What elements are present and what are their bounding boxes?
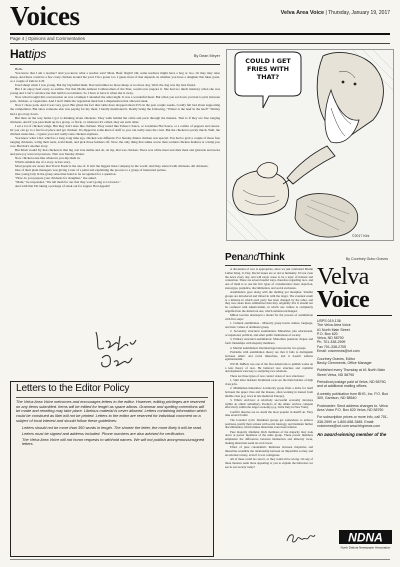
letters-rules-list	[16, 426, 208, 448]
signature-scribble-icon	[86, 324, 146, 374]
article-paragraph: You know what I did, which is a long, long time ago, chicken was different. For Sunday dinner chicken was special. You had to grab a couple of those free ranging chickens, wring their neck, scald them, and pick those feathers off. Now, the only thing that stinks worse than scalded chicken feathers is a lump jaw cow. But that's another story.	[10, 135, 220, 148]
brand-line2: Voice	[317, 287, 370, 313]
article-paragraph: Used sheep when I was young. But my big killed them. Dad said either no more sheep or no more dog. Well, the dog was my best friend.	[15, 83, 196, 88]
address-block	[317, 319, 392, 353]
article-paragraph: Problems with assimilation theory are that it fails to distinguish between ethnic and racial minorities, and it doesn't address egalitarianism.	[225, 349, 313, 362]
pen-title-light: Think	[258, 252, 285, 263]
brand-line1: Velva	[317, 266, 369, 290]
article-paragraph: Which reminds me of a story. A true story.	[15, 160, 71, 165]
address-line: USPS 019-136	[317, 319, 341, 323]
article-paragraph: Most people are aware that Travis Feeds is the one of. It isn't the biggest meat company in the world. And they started with chickens. All chickens.	[15, 164, 209, 169]
publication-info: A weekly publication from BHG, Inc. P.O. Box 309, Garrison, ND 58540	[317, 391, 389, 401]
letters-rule-item: • The Velva Area Voice will not honor requests to withhold names. We will not publish anonymous/unsigned letters.	[22, 438, 208, 447]
article-paragraph: "Mam," he responded, "We tell them for our that they won't going to Colorado."	[15, 180, 121, 185]
letters-rule-item: • Letters must be signed and address included. Phone numbers are also advised for verification.	[22, 432, 208, 437]
brand-rule	[317, 315, 392, 316]
award-text: An award-winning member of the	[317, 431, 387, 437]
article-paragraph: A discussion of race is appropriate, since we just celebrated Martin Luther King, Jr. Day. Racial issues are as old as humanity. It's not even the news every day, and will never cease to be a topic of interest and contention. There are several useful ways. therefore regarding race, and one of them is to use the five types of consideration: mere objection, stereotype, prejudice, discrimination, and social exclusion.	[225, 268, 313, 290]
cartoon-credit: ©2017 Kirk	[352, 234, 370, 238]
article-paragraph: 1. Split labor markets: Dominant races are the main holders of high class jobs.	[225, 377, 313, 386]
article-paragraph: Pure majority dilemma: Rich members of the majority may look down at poorer members of the same group. These poorer members emphasize the differences between themselves and minority races, making minorities seem an even lower.	[225, 429, 313, 445]
breadcrumb-rule	[10, 43, 390, 44]
pen-title-bold: Pen	[225, 252, 243, 263]
article-paragraph: There are three types of race contact states of race structures:	[230, 373, 305, 378]
paper-name: Velva	[280, 10, 295, 16]
article-paragraph: Now chicken taste like whatever you dip them in.	[15, 156, 81, 161]
editorial-cartoon	[226, 49, 394, 241]
address-line: P.O. Box 620	[317, 331, 338, 336]
masthead-rule	[10, 33, 390, 35]
article-paragraph: 3. Primary structural assimilation: Minorities penetrate cliques and form friendships with majority members.	[225, 337, 313, 346]
hattips-heading	[10, 47, 46, 61]
paper-date-line: Velva Area Voice | Thursday, January 19, 2017	[280, 10, 390, 16]
hattips-title-light: tips	[28, 47, 46, 61]
subscription-info: For subscription prices or more info, call 701-338-2599 or 1-800-658-3485. Email: voicenews@srt.com www.bhgnews.com	[317, 415, 388, 429]
address-line: Fax 701-338-2705	[317, 344, 346, 349]
pen-rule	[225, 265, 311, 266]
velva-voice-sidebar	[317, 266, 392, 548]
letters-rule-item: • Letters should not be more than 350 words in length. The shorter the letter, the more likely it will be read.	[22, 426, 208, 431]
letters-policy-heading: Letters to the Editor Policy	[16, 383, 130, 394]
article-paragraph: 2. Middleman minorities: A minority group finds a niche for itself between the upper class and the masses, often working in trusted from middle class (e.g. Jews in late medieval Europe).	[225, 386, 313, 398]
logo-text: NDNA	[348, 530, 383, 545]
signature-scribble-icon	[285, 529, 317, 547]
page-bottom-rule	[10, 559, 390, 560]
address-line: Ph. 701-338-2599	[317, 340, 346, 345]
staff-block	[317, 357, 392, 366]
hattips-rule	[10, 64, 220, 65]
pen-and-think-heading	[225, 252, 285, 263]
staff-line: Courtney Graves, Editor	[317, 356, 356, 361]
article-paragraph: "How do you prepare your chickens for slaughter," she asked.	[15, 176, 97, 181]
letters-rule	[16, 397, 208, 398]
address-line: Email: voicenews@srt.com	[317, 349, 360, 354]
article-paragraph: And with that I'm taking a package of steak out for supper. Bon Appetit!	[15, 184, 111, 189]
article-paragraph: All of these could be correct, or they could all be wrong. On any of these theories seem more appealing to you to explain the behaviors we see in our society today?	[225, 457, 313, 469]
dean-signature	[86, 324, 146, 374]
staff-line: Becky Clemments, Office Manager	[317, 360, 372, 365]
hattips-title-bold: Hat	[10, 47, 29, 61]
ndna-logo-icon	[339, 528, 392, 550]
article-paragraph: But Mom would fry that chicken in that big cast iron skillet and oh, oh my, that was chicken. There was white meat and dark meat and gizzards and necks and pure joy were led potatoes. That was Sunday dinner.	[10, 147, 220, 156]
article-paragraph: W.E.B. DuBois was one of the first Americans to publish works on a lens theory of race. He believed race structure and capitalist developments were key to analyzing race relations.	[225, 361, 313, 374]
article-paragraph: You know that I am a teacher? And you know what a teacher eats? Meat. Beef. Right? Oh, some teachers might have a hog or two. Or they may raise sheep. And there could be a few crazy chicken around the yard. I'm a goner too. I guess most of that depends on whether you have a daughter that likes goats, or a couple of kids in 4-H.	[10, 71, 220, 84]
page-breadcrumb: Page 4 | Opinions and Commentaries	[10, 36, 85, 41]
article-paragraph: Milton Gordon developed a model for the process of assimilation with five steps:	[225, 313, 313, 321]
publish-info: Published every Thursday at #1 North Main Street Velva, ND 58790	[317, 368, 386, 377]
section-title: Voices	[10, 1, 80, 31]
article-paragraph: 1. Cultural assimilation - Minority group learns culture, language, and basic values of dominant group.	[225, 321, 313, 330]
article-paragraph: But then on the way home I got to thinking about chickens. They walk behind the cattle and peck through the manure. That is if they are free ranging chickens. And if you pass them up in a group, or flock, or whatever it's called, they eat each other.	[10, 115, 220, 124]
ndna-logo	[339, 528, 392, 550]
article-paragraph: Effect of pure colonialism: Relations between majorities and minorities resemble the relationship between an imperialist society and an external colony, even if it was contiguous.	[225, 445, 313, 457]
postmaster-info: Postmaster: Send address changes to: Velva Area Voice P.O. Box 620 Velva, ND 58790	[317, 403, 388, 412]
article-paragraph: 2. Secondary structural assimilation: Minorities join educational, occupational, political, and other public institutions of society.	[225, 329, 313, 338]
courtney-signature	[285, 529, 317, 547]
pen-byline: By Courtney Gubo Graves	[345, 257, 388, 261]
pen-article-body	[225, 268, 313, 550]
pen-title-mid: and	[242, 252, 259, 263]
article-paragraph: I eat a lot of chicken wings. But they don't taste like chicken. They tasted like Tabasco Sauce, or Louisiana Hot Sauce, or a combo of peppers and sauces. Or you can go to a fast food place and get chicken. It's dipped in some kind of stuff so you can really taste the crust. But the chicken is pretty much, Well, the chicken tastes like... I guess you can't really taste chicken anymore.	[10, 123, 220, 136]
article-paragraph: One young lady in the group raised her hand to be recognized for a question.	[15, 172, 117, 177]
article-paragraph: Now what brought this conversation on was a bumper I attended the other night. It was a wonderful meal. But when you sat down you had to pick between pork, chicken, or vegetarian. And I don't think the vegetarian meal had a dispensation that allowed steak.	[10, 95, 220, 104]
letters-policy-body	[16, 400, 208, 550]
article-paragraph: The Colonial cycle: Dominant groups get somewhere to enforce positions, justify their actions with social ideology, and maintain further discrimination, which makes minorities even more inferior.	[225, 417, 313, 430]
article-paragraph: One of their plant managers was giving a tour of a plant and explaining the process to a group of interested parties.	[15, 168, 167, 173]
article-paragraph: Assimilation goes along with the melting pot metaphor. Smaller groups are introduced and mixed in with the larger. The eventual result is a mixture in which each party has been changed by the other, and they now share more similarities than they originally did. It should not be confused with Americanism, in which one culture is completely engulfed into the American one, which remains unchanged.	[225, 290, 313, 313]
paper-name-tail: Voice	[309, 10, 325, 16]
letters-intro: The Velva Area Voice welcomes and encourages letters to the editor. However, editing privileges are reserved on any items submitted. Items will be edited for length as space allows. Grammar and spelling corrections will be made and rewriting may take place. Libelous material is never allowed. Letters containing information which could be construed as libel will not be printed. Letters to the editor are reserved for individual comment on a subject of local interest and should follow these guidelines:	[16, 400, 207, 423]
postage-info: Periodical postage paid at Velva, ND 58790, and at additional mailing offices.	[317, 380, 387, 389]
issue-date: Thursday, January 19, 2017	[328, 10, 390, 16]
article-paragraph: 4. Marital assimilation: Intermarriage between the two groups.	[230, 345, 307, 350]
article-paragraph: Conflict theories are no doubt the most popular in sheriff an. They take several forms:	[225, 409, 313, 418]
hattips-byline: By Dean Meyer	[193, 54, 220, 58]
cartoon-caption: COULD I GET FRIES WITH THAT?	[245, 57, 291, 81]
address-line: #1 North Main Street	[317, 327, 350, 332]
article-paragraph: But I do enjoy beef every so awhile. Not that Moths Armour Cattlewoman of the Year, would ever prepare it. She had too much memory when she was young and I can't convince her that lamb is not mutton. So I have to have it when she is away.	[10, 87, 220, 96]
article-paragraph: Hello.	[15, 67, 24, 71]
address-line: Velva, ND 58790	[317, 336, 344, 341]
address-line: The Velva Area Voice	[317, 323, 351, 328]
article-paragraph: 3. Ethnic enclaves: A relatively successful economy develops within an ethnic subsidiary. Products of the ethnic enclave compete effectively within the larger economy (e.g. Little Italy in New York).	[225, 397, 313, 410]
logo-subtext: North Dakota Newspaper Association	[340, 545, 391, 550]
article-paragraph: Now I chose pork. And it was very good. But given the fact that cattle have dropped about 25% in the past couple weeks, I really felt bad about supporting the competition. But since someone else was paying for my meal, I hardly mentioned it. Really being the following, "Where is the beef in the beef?" Shirley had a good say down.	[10, 103, 220, 116]
